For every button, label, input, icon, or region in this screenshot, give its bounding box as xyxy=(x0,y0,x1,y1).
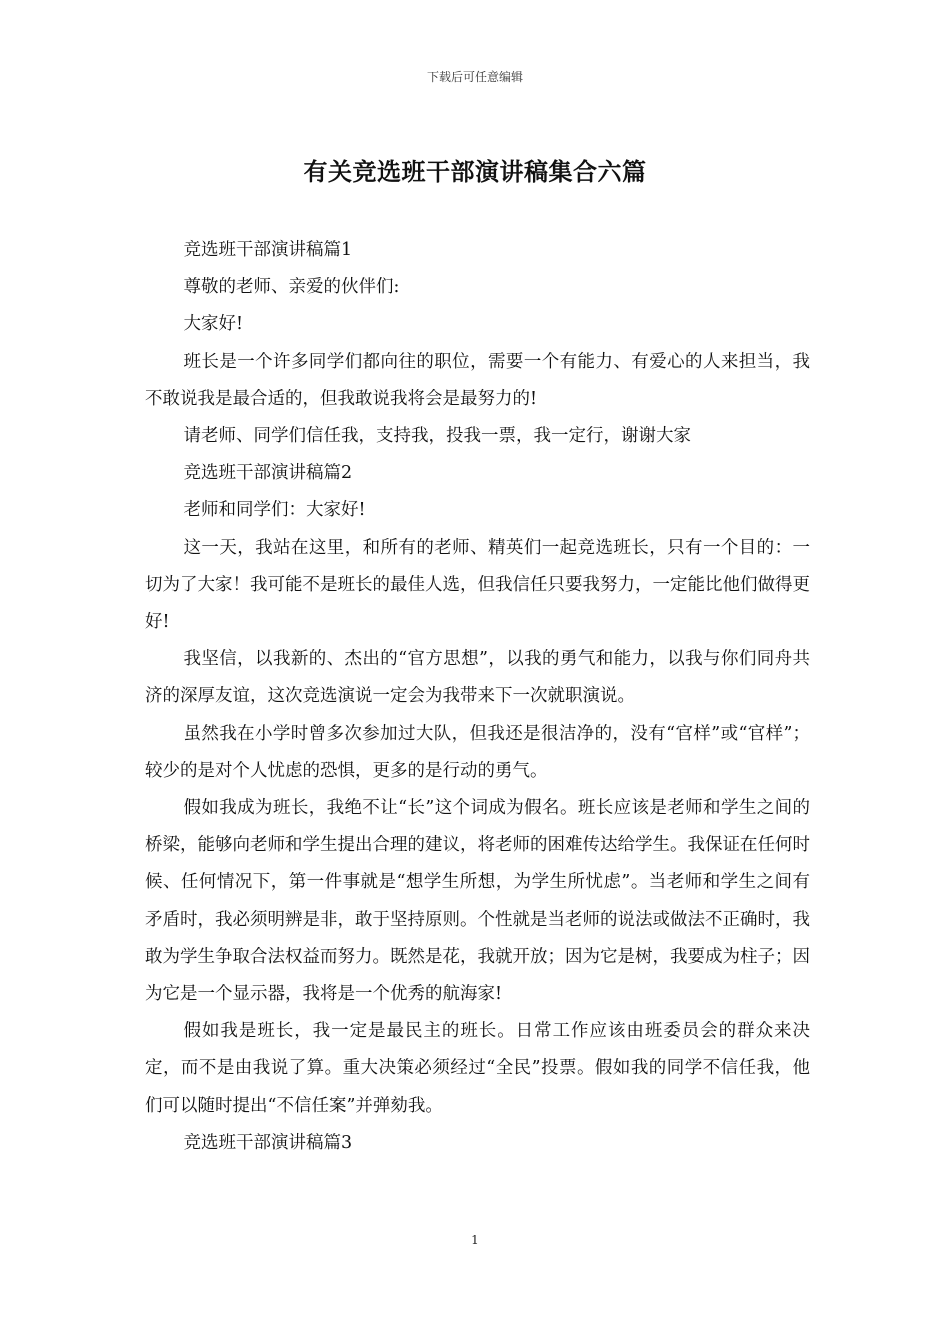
document-body xyxy=(145,232,810,1162)
section-heading: 竞选班干部演讲稿篇2 xyxy=(183,463,353,484)
salutation: 尊敬的老师、亲爱的伙伴们: xyxy=(183,277,400,298)
body-paragraph: 虽然我在小学时曾多次参加过大队，但我还是很洁净的，没有“官样”或“官样”；较少的是对个人忧虑的恐惧，更多的是行动的勇气。 xyxy=(145,723,810,781)
page-header: 下载后可任意编辑 xyxy=(426,70,523,84)
body-paragraph: 班长是一个许多同学们都向往的职位，需要一个有能力、有爱心的人来担当，我不敢说我是最合适的，但我敢说我将会是最努力的! xyxy=(145,351,810,409)
greeting: 大家好! xyxy=(183,314,244,335)
body-paragraph: 假如我是班长，我一定是最民主的班长。日常工作应该由班委员会的群众来决定，而不是由我说了算。重大决策必须经过“全民”投票。假如我的同学不信任我，他们可以随时提出“不信任案”并弹劾我。 xyxy=(145,1021,810,1116)
section-heading: 竞选班干部演讲稿篇1 xyxy=(183,240,353,260)
body-paragraph: 这一天，我站在这里，和所有的老师、精英们一起竞选班长，只有一个目的：一切为了大家！我可能不是班长的最佳人选，但我信任只要我努力，一定能比他们做得更好! xyxy=(145,537,810,633)
body-paragraph: 请老师、同学们信任我，支持我，投我一票，我一定行，谢谢大家 xyxy=(183,426,691,447)
body-paragraph: 我坚信，以我新的、杰出的“官方思想”，以我的勇气和能力，以我与你们同舟共济的深厚友谊，这次竞选演说一定会为我带来下一次就职演说。 xyxy=(145,649,810,707)
page-number: 1 xyxy=(471,1233,479,1247)
body-paragraph: 假如我成为班长，我绝不让“长”这个词成为假名。班长应该是老师和学生之间的桥梁，能够向老师和学生提出合理的建议，将老师的困难传达给学生。我保证在任何时候、任何情况下，第一件事就是“想学生所想，为学生所忧虑”。当老师和学生之间有矛盾时，我必须明辨是非，敢于坚持原则。个性就是当老师的说法或做法不正确时，我敢为学生争取合法权益而努力。既然是花，我就开放；因为它是树，我要成为柱子；因为它是一个显示器，我将是一个优秀的航海家! xyxy=(145,798,810,1005)
greeting: 老师和同学们：大家好! xyxy=(183,500,366,521)
section-heading: 竞选班干部演讲稿篇3 xyxy=(183,1132,353,1153)
document-title: 有关竞选班干部演讲稿集合六篇 xyxy=(303,157,647,186)
